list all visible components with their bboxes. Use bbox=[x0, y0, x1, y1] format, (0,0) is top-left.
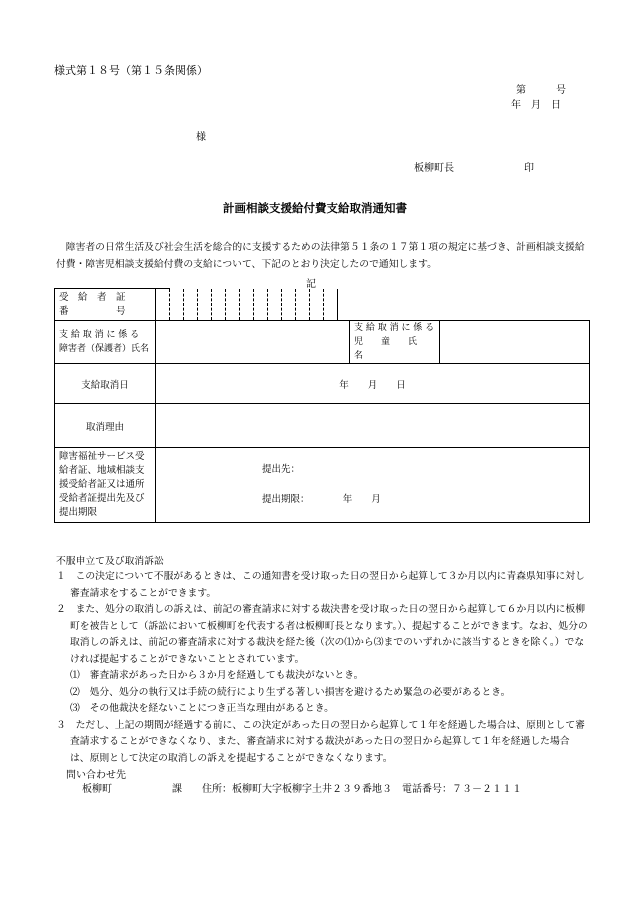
appeal-sub-3: ⑶ その他裁決を経ないことにつき正当な理由があるとき。 bbox=[70, 703, 334, 714]
digit-cell[interactable] bbox=[170, 289, 184, 321]
document-number: 第 号 bbox=[516, 85, 566, 96]
appeal-sub-1: ⑴ 審査請求があった日から３か月を経過しても裁決がないとき。 bbox=[70, 670, 364, 681]
appeal-item-2: ２ また、処分の取消しの訴えは、前記の審査請求に対する裁決書を受け取った日の翌日から起算して６か月以内に板柳町を被告として（訴訟において板柳町を代表する者は板柳町長となります。）、提起することができます。なお、処分の取消しの訴えは、前記の審査請求に対する裁決を経た後（次の⑴から⑶までのいずれかに該当するときを除く。）でなければ提起することができないこととされています。 bbox=[56, 604, 588, 665]
reason-field[interactable] bbox=[156, 404, 590, 448]
issuer: 板柳町長 印 bbox=[414, 163, 534, 174]
contact-line: 板柳町 課 住所：板柳町大字板柳字土井２３９番地３ 電話番号：７３－２１１１ bbox=[82, 784, 522, 795]
appeal-item-3: ３ ただし、上記の期間が経過する前に、この決定があった日の翌日から起算して１年を経過した場合は、原則として審査請求することができなくなり、また、審査請求に対する裁決があった日の翌日から起算して１年を経過した場合は、原則として決定の取消しの訴えを提起することができなくなります。 bbox=[56, 719, 585, 764]
digit-cell[interactable] bbox=[254, 289, 268, 321]
submit-deadline-label: 提出期限： 年 月 bbox=[262, 494, 381, 505]
blank-area bbox=[338, 289, 590, 321]
contact-heading: 問い合わせ先 bbox=[66, 770, 126, 781]
cancel-date-label: 支給取消日 bbox=[55, 364, 156, 404]
digit-cell[interactable] bbox=[156, 289, 170, 321]
cancel-person-name-field[interactable] bbox=[156, 321, 350, 364]
digit-cell[interactable] bbox=[310, 289, 324, 321]
digit-cell[interactable] bbox=[212, 289, 226, 321]
cancel-person-label: 支 給 取 消 に 係 る 障害者（保護者）氏名 bbox=[55, 321, 156, 364]
submission-label: 障害福祉サービス受給者証、地域相談支援受給者証又は通所受給者証提出先及び提出期限 bbox=[55, 448, 156, 523]
document-date: 年 月 日 bbox=[511, 100, 561, 111]
intro-paragraph: 障害者の日常生活及び社会生活を総合的に支援するための法律第５１条の１７第１項の規定に基づき、計画相談支援給付費・障害児相談支援給付費の支給について、下記のとおり決定したので通知します。 bbox=[56, 242, 585, 270]
appeal-item-1: １ この決定について不服があるときは、この通知書を受け取った日の翌日から起算して３か月以内に青森県知事に対し審査請求をすることができます。 bbox=[56, 571, 585, 599]
digit-cell[interactable] bbox=[282, 289, 296, 321]
digit-cell[interactable] bbox=[324, 289, 338, 321]
submit-to-label: 提出先： bbox=[262, 464, 301, 475]
submission-field[interactable] bbox=[156, 448, 590, 523]
ki-marker: 記 bbox=[306, 279, 316, 290]
recipient-id-label: 受 給 者 証 番 号 bbox=[55, 289, 156, 321]
cancel-child-name-field[interactable] bbox=[440, 321, 590, 364]
digit-cell[interactable] bbox=[240, 289, 254, 321]
digit-cell[interactable] bbox=[226, 289, 240, 321]
appeal-sub-2: ⑵ 処分、処分の執行又は手続の続行により生ずる著しい損害を避けるため緊急の必要があるとき。 bbox=[70, 686, 511, 698]
cancel-child-label: 支 給 取 消 に 係 る 児 童 氏 名 bbox=[350, 321, 440, 364]
cancellation-table bbox=[54, 288, 590, 523]
appeal-section bbox=[56, 569, 588, 767]
reason-label: 取消理由 bbox=[55, 404, 156, 448]
digit-cell[interactable] bbox=[198, 289, 212, 321]
digit-cell[interactable] bbox=[268, 289, 282, 321]
form-number: 様式第１８号（第１５条関係） bbox=[54, 64, 208, 77]
digit-cell[interactable] bbox=[296, 289, 310, 321]
digit-cell[interactable] bbox=[184, 289, 198, 321]
appeal-heading: 不服申立て及び取消訴訟 bbox=[56, 556, 164, 567]
cancel-date-field[interactable]: 年 月 日 bbox=[156, 364, 590, 404]
document-title: 計画相談支援給付費支給取消通知書 bbox=[223, 201, 407, 215]
addressee: 様 bbox=[196, 132, 206, 143]
